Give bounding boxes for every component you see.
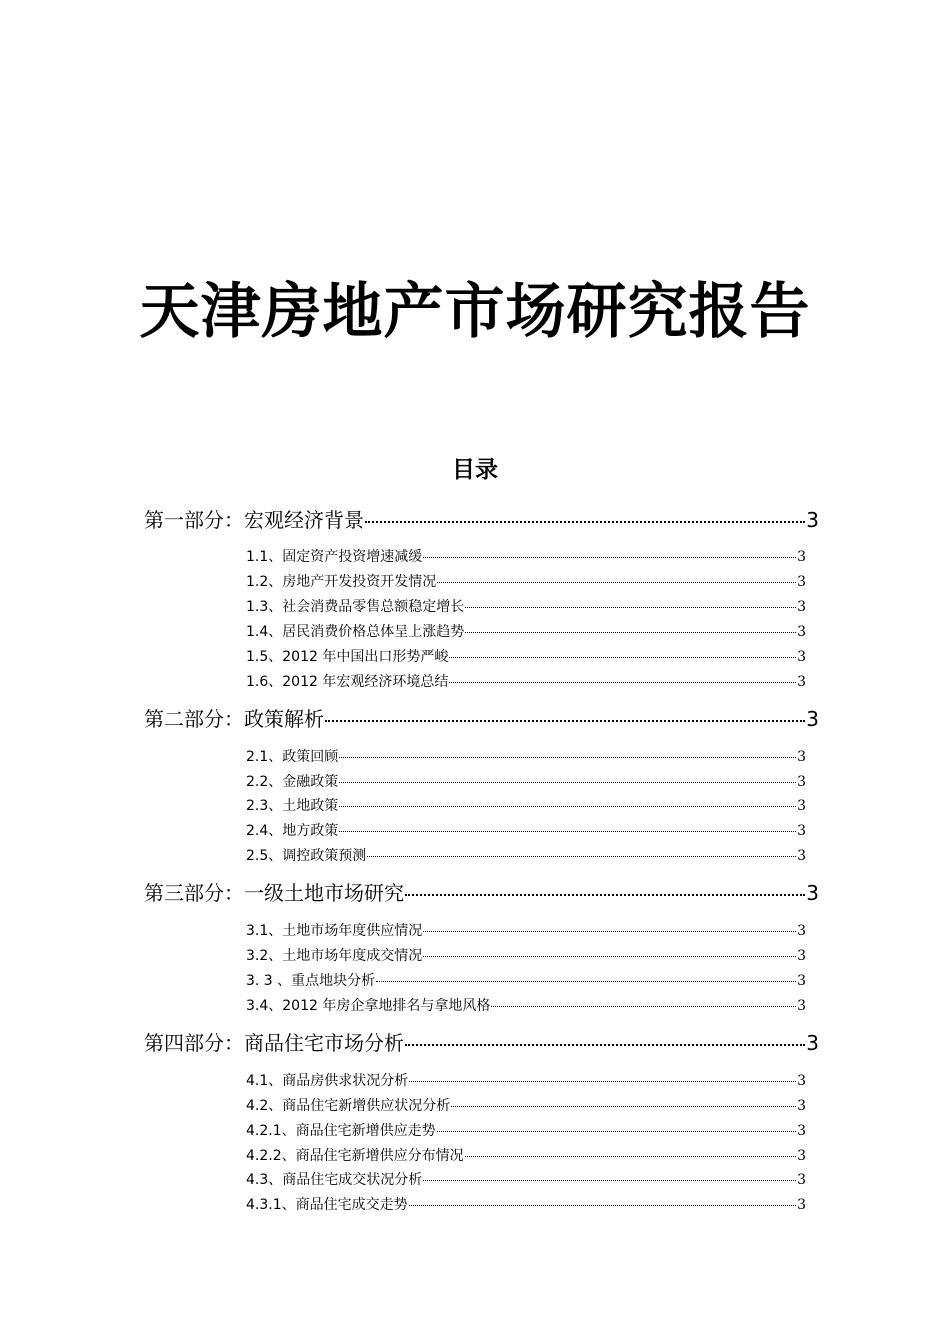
toc-page-number: 3	[797, 674, 806, 690]
dot-leader	[405, 894, 805, 896]
toc-item-1-4[interactable]	[246, 621, 806, 643]
dot-leader	[376, 981, 796, 982]
toc-item-2-1[interactable]	[246, 746, 806, 768]
toc-entry-label: 4.2、商品住宅新增供应状况分析	[246, 1098, 451, 1114]
toc-heading: 目录	[452, 457, 498, 483]
dot-leader	[449, 657, 796, 658]
toc-entry-label: 2.1、政策回顾	[246, 749, 339, 765]
toc-item-4-2-1[interactable]	[246, 1120, 806, 1142]
toc-part-4[interactable]	[144, 1028, 819, 1058]
toc-page-number: 3	[797, 798, 806, 814]
toc-entry-label: 1.5、2012 年中国出口形势严峻	[246, 649, 449, 665]
toc-entry-label: 3.2、土地市场年度成交情况	[246, 948, 423, 964]
toc-entry-label: 1.1、固定资产投资增速减缓	[246, 549, 423, 565]
toc-page-number: 3	[797, 1073, 806, 1089]
toc-page-number: 3	[806, 881, 819, 905]
dot-leader	[491, 1006, 796, 1007]
toc-item-4-2-2[interactable]	[246, 1145, 806, 1167]
toc-item-2-4[interactable]	[246, 820, 806, 842]
toc-item-4-2[interactable]	[246, 1095, 806, 1117]
toc-entry-label: 第二部分：政策解析	[144, 707, 324, 731]
toc-entry-label: 2.5、调控政策预测	[246, 848, 367, 864]
toc-item-1-3[interactable]	[246, 596, 806, 618]
dot-leader	[465, 632, 796, 633]
toc-item-1-6[interactable]	[246, 671, 806, 693]
toc-entry-label: 4.1、商品房供求状况分析	[246, 1073, 409, 1089]
toc-entry-label: 3.1、土地市场年度供应情况	[246, 923, 423, 939]
toc-page-number: 3	[797, 998, 806, 1014]
toc-page-number: 3	[797, 1197, 806, 1213]
toc-item-3-2[interactable]	[246, 945, 806, 967]
toc-entry-label: 4.3、商品住宅成交状况分析	[246, 1172, 423, 1188]
dot-leader	[423, 931, 796, 932]
toc-entry-label: 3.4、2012 年房企拿地排名与拿地风格	[246, 998, 491, 1014]
toc-entry-label: 2.2、金融政策	[246, 774, 339, 790]
toc-page-number: 3	[797, 599, 806, 615]
dot-leader	[339, 782, 796, 783]
toc-item-2-5[interactable]	[246, 845, 806, 867]
toc-item-3-1[interactable]	[246, 920, 806, 942]
dot-leader	[409, 1205, 796, 1206]
dot-leader	[405, 1044, 805, 1046]
dot-leader	[409, 1081, 796, 1082]
toc-page-number: 3	[797, 574, 806, 590]
toc-item-4-1[interactable]	[246, 1070, 806, 1092]
toc-page-number: 3	[806, 508, 819, 532]
toc-page-number: 3	[806, 707, 819, 731]
toc-item-3-4[interactable]	[246, 995, 806, 1017]
dot-leader	[451, 1106, 796, 1107]
dot-leader	[437, 582, 796, 583]
toc-item-4-3[interactable]	[246, 1169, 806, 1191]
toc-page-number: 3	[797, 1098, 806, 1114]
toc-page-number: 3	[797, 549, 806, 565]
toc-item-2-2[interactable]	[246, 771, 806, 793]
toc-page-number: 3	[797, 749, 806, 765]
dot-leader	[325, 720, 805, 722]
toc-entry-label: 第四部分：商品住宅市场分析	[144, 1031, 404, 1055]
toc-entry-label: 1.2、房地产开发投资开发情况	[246, 574, 437, 590]
toc-item-3-3[interactable]	[246, 970, 806, 992]
toc-page-number: 3	[797, 774, 806, 790]
toc-item-1-1[interactable]	[246, 546, 806, 568]
toc-page-number: 3	[797, 1172, 806, 1188]
dot-leader	[423, 1180, 796, 1181]
toc-entry-label: 2.4、地方政策	[246, 823, 339, 839]
dot-leader	[339, 757, 796, 758]
dot-leader	[465, 1156, 796, 1157]
dot-leader	[339, 806, 796, 807]
toc-page-number: 3	[797, 973, 806, 989]
dot-leader	[465, 607, 796, 608]
toc-page-number: 3	[797, 624, 806, 640]
toc-entry-label: 2.3、土地政策	[246, 798, 339, 814]
toc-page-number: 3	[797, 1123, 806, 1139]
dot-leader	[423, 956, 796, 957]
dot-leader	[367, 856, 796, 857]
dot-leader	[423, 557, 796, 558]
dot-leader	[437, 1131, 796, 1132]
dot-leader	[365, 521, 805, 523]
toc-entry-label: 第一部分：宏观经济背景	[144, 508, 364, 532]
toc-part-2[interactable]	[144, 704, 819, 734]
toc-item-4-3-1[interactable]	[246, 1194, 806, 1216]
toc-entry-label: 4.2.1、商品住宅新增供应走势	[246, 1123, 436, 1139]
toc-page-number: 3	[797, 649, 806, 665]
toc-page-number: 3	[797, 848, 806, 864]
toc-page-number: 3	[806, 1031, 819, 1055]
toc-entry-label: 第三部分：一级土地市场研究	[144, 881, 404, 905]
dot-leader	[449, 682, 796, 683]
toc-item-2-3[interactable]	[246, 795, 806, 817]
dot-leader	[339, 831, 796, 832]
toc-entry-label: 4.3.1、商品住宅成交走势	[246, 1197, 408, 1213]
toc-entry-label: 1.3、社会消费品零售总额稳定增长	[246, 599, 465, 615]
toc-entry-label: 1.4、居民消费价格总体呈上涨趋势	[246, 624, 465, 640]
toc-entry-label: 4.2.2、商品住宅新增供应分布情况	[246, 1148, 464, 1164]
toc-part-3[interactable]	[144, 878, 819, 908]
toc-entry-label: 1.6、2012 年宏观经济环境总结	[246, 674, 449, 690]
toc-page-number: 3	[797, 823, 806, 839]
document-title: 天津房地产市场研究报告	[139, 277, 811, 347]
toc-item-1-2[interactable]	[246, 571, 806, 593]
toc-page-number: 3	[797, 948, 806, 964]
toc-entry-label: 3. 3 、重点地块分析	[246, 973, 376, 989]
toc-part-1[interactable]	[144, 505, 819, 535]
toc-item-1-5[interactable]	[246, 646, 806, 668]
toc-page-number: 3	[797, 923, 806, 939]
toc-page-number: 3	[797, 1148, 806, 1164]
